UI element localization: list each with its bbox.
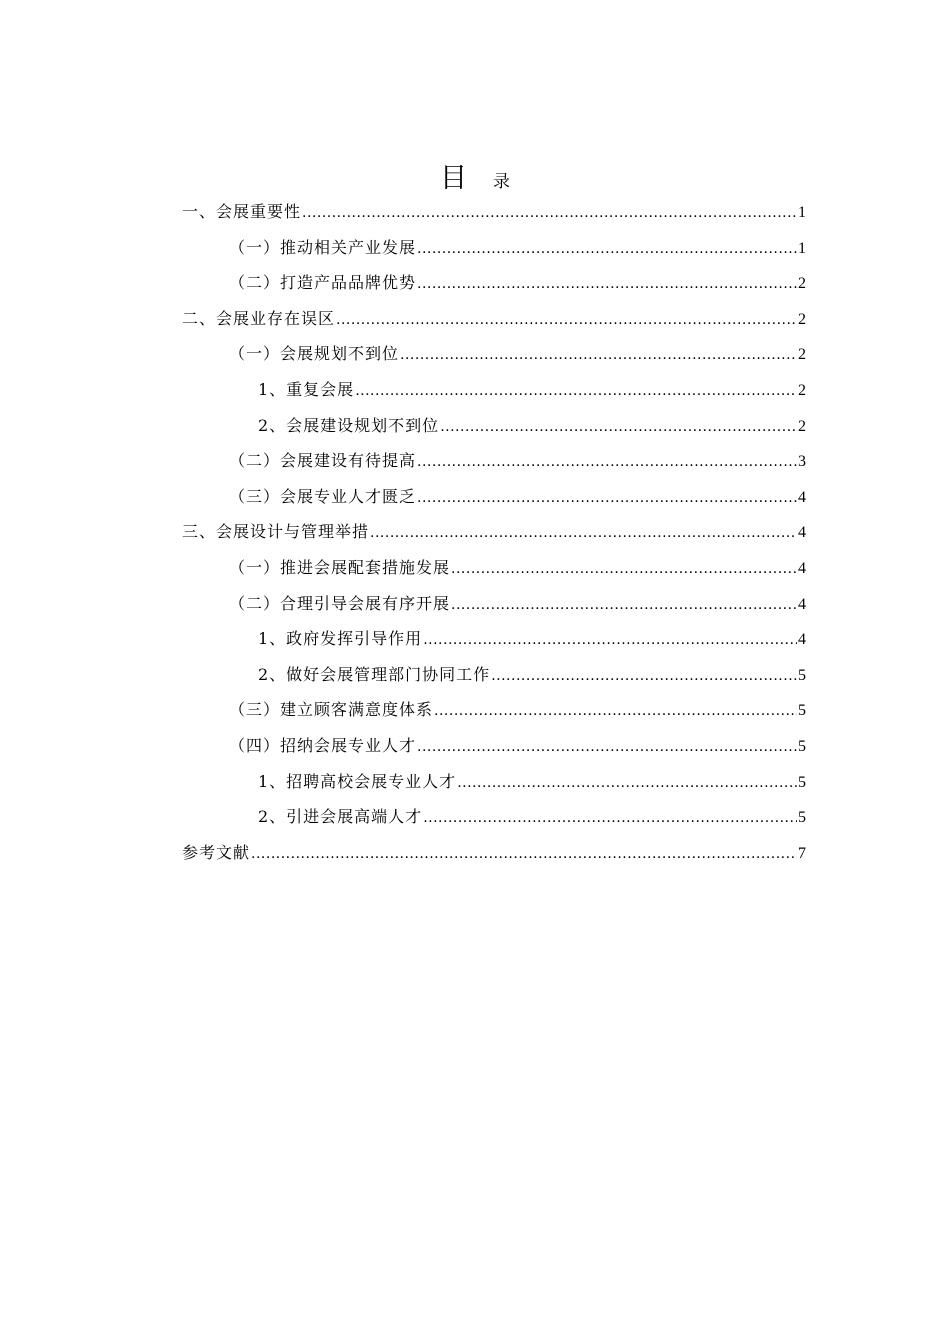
toc-entry-page-number: 5 (798, 702, 806, 720)
toc-dot-leader (336, 303, 797, 339)
toc-entry-label: 1、重复会展 (258, 379, 355, 399)
toc-entry-label: 一、会展重要性 (182, 202, 302, 221)
toc-entry-page-number: 2 (798, 381, 806, 399)
toc-dot-leader (440, 410, 797, 446)
toc-dot-leader (400, 338, 797, 374)
toc-dot-leader (417, 481, 797, 517)
toc-entry-label: （一）推动相关产业发展 (229, 237, 417, 257)
toc-entry-page-number: 1 (798, 239, 806, 257)
toc-entry-label: （三）建立顾客满意度体系 (229, 700, 434, 720)
toc-dot-leader (423, 623, 797, 659)
toc-entry-label: 参考文献 (182, 842, 251, 862)
toc-title-char-2: 录 (493, 172, 510, 192)
toc-entry[interactable] (182, 336, 806, 372)
toc-entry[interactable] (182, 265, 806, 301)
toc-entry-page-number: 4 (798, 559, 806, 577)
toc-entry[interactable] (182, 194, 806, 230)
toc-entry-page-number: 7 (798, 844, 806, 862)
toc-entry[interactable] (182, 230, 806, 266)
toc-entry-label: （一）推进会展配套措施发展 (229, 557, 451, 577)
toc-entry[interactable] (182, 586, 806, 622)
toc-dot-leader (302, 196, 797, 232)
toc-entry-label: （二）会展建设有待提高 (229, 451, 417, 471)
toc-dot-leader (417, 730, 797, 766)
toc-entry[interactable] (182, 621, 806, 657)
toc-entry-label: （二）合理引导会展有序开展 (229, 593, 451, 613)
toc-dot-leader (417, 232, 797, 268)
toc-entry-label: 1、政府发挥引导作用 (258, 629, 423, 649)
toc-entry[interactable] (182, 550, 806, 586)
toc-entry[interactable] (182, 764, 806, 800)
toc-entry-page-number: 4 (798, 488, 806, 506)
toc-dot-leader (417, 267, 797, 303)
toc-dot-leader (417, 445, 797, 481)
toc-entry-label: （三）会展专业人才匮乏 (229, 486, 417, 506)
toc-entry-page-number: 1 (798, 204, 806, 221)
toc-entry[interactable] (182, 514, 806, 550)
toc-entry[interactable] (182, 372, 806, 408)
toc-entry-page-number: 5 (798, 773, 806, 791)
toc-entry-page-number: 2 (798, 417, 806, 435)
toc-entry-page-number: 2 (798, 275, 806, 293)
toc-entry-page-number: 5 (798, 809, 806, 827)
toc-entry-label: 2、引进会展高端人才 (258, 807, 423, 827)
toc-entry-label: 1、招聘高校会展专业人才 (258, 771, 457, 791)
toc-entry[interactable] (182, 835, 806, 871)
toc-dot-leader (491, 659, 797, 695)
toc-entry-page-number: 4 (798, 524, 806, 542)
toc-entry-page-number: 5 (798, 666, 806, 684)
toc-entry[interactable] (182, 301, 806, 337)
toc-dot-leader (451, 588, 797, 624)
toc-entry-label: （一）会展规划不到位 (229, 344, 400, 364)
toc-entry-page-number: 3 (798, 453, 806, 471)
toc-dot-leader (457, 766, 797, 802)
toc-entry-label: 二、会展业存在误区 (182, 308, 336, 328)
toc-entry-label: 三、会展设计与管理举措 (182, 522, 370, 542)
toc-entry-page-number: 4 (798, 631, 806, 649)
toc-entry[interactable] (182, 443, 806, 479)
toc-entry-label: 2、会展建设规划不到位 (258, 415, 440, 435)
toc-entry-label: （二）打造产品品牌优势 (229, 273, 417, 293)
toc-dot-leader (370, 516, 797, 552)
toc-title (0, 156, 950, 195)
toc-entry[interactable] (182, 692, 806, 728)
toc-entry-page-number: 2 (798, 310, 806, 328)
toc-entry-label: 2、做好会展管理部门协同工作 (258, 664, 491, 684)
toc-entry[interactable] (182, 408, 806, 444)
table-of-contents (182, 194, 806, 870)
toc-entry-page-number: 2 (798, 346, 806, 364)
toc-entry[interactable] (182, 479, 806, 515)
toc-dot-leader (423, 801, 797, 837)
toc-title-char-1: 目 (440, 163, 467, 194)
toc-entry-page-number: 4 (798, 595, 806, 613)
toc-dot-leader (451, 552, 797, 588)
toc-entry[interactable] (182, 728, 806, 764)
toc-dot-leader (434, 694, 797, 730)
toc-entry[interactable] (182, 657, 806, 693)
toc-entry-page-number: 5 (798, 737, 806, 755)
toc-entry-label: （四）招纳会展专业人才 (229, 735, 417, 755)
toc-dot-leader (355, 374, 797, 410)
toc-entry[interactable] (182, 799, 806, 835)
toc-dot-leader (251, 837, 797, 873)
